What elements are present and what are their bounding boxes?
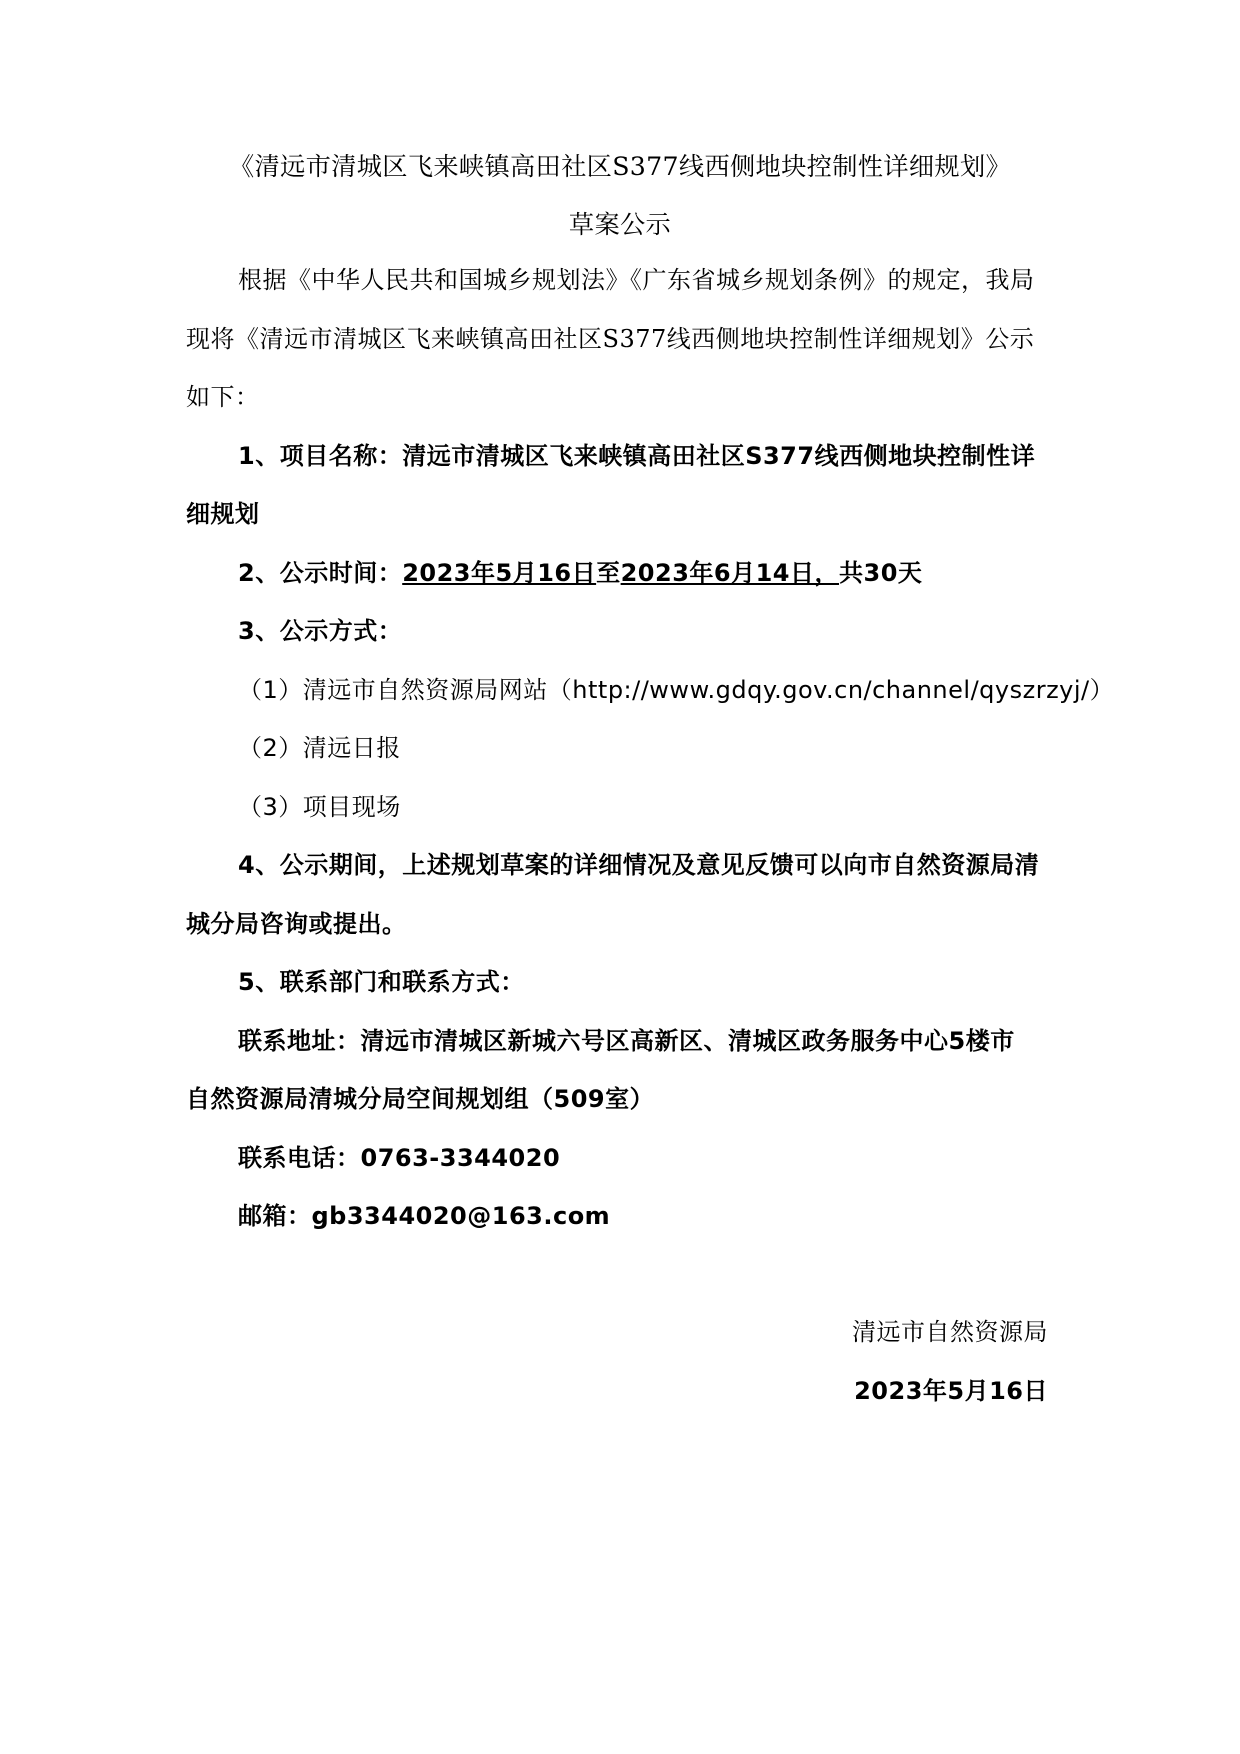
item-4-line-2: 城分局咨询或提出。 — [186, 910, 407, 938]
title-line-2: 草案公示 — [568, 210, 672, 239]
method-1-prefix: （1）清远市自然资源局网站（ — [238, 676, 573, 704]
contact-address-line-1: 联系地址：清远市清城区新城六号区高新区、清城区政务服务中心5楼市 — [238, 1027, 1015, 1055]
item-3-heading: 3、公示方式： — [238, 617, 403, 645]
date-connector: 至 — [596, 559, 621, 587]
intro-line-1: 根据《中华人民共和国城乡规划法》《广东省城乡规划条例》的规定，我局 — [238, 266, 1035, 294]
contact-address-line-2: 自然资源局清城分局空间规划组（509室） — [186, 1085, 655, 1113]
item-1-line-1: 1、项目名称：清远市清城区飞来峡镇高田社区S377线西侧地块控制性详 — [238, 442, 1036, 470]
item-4-line-1: 4、公示期间，上述规划草案的详细情况及意见反馈可以向市自然资源局清 — [238, 851, 1040, 879]
method-3-site: （3）项目现场 — [238, 793, 401, 821]
start-date: 2023年5月16日 — [402, 559, 597, 587]
contact-email: 邮箱：gb3344020@163.com — [238, 1202, 611, 1230]
item-5-heading: 5、联系部门和联系方式： — [238, 968, 525, 996]
contact-phone: 联系电话：0763-3344020 — [238, 1144, 561, 1172]
website-link[interactable]: http://www.gdqy.gov.cn/channel/qyszrzyj/ — [572, 676, 1090, 704]
method-1-suffix: ） — [1089, 676, 1115, 704]
title-line-1: 《清远市清城区飞来峡镇高田社区S377线西侧地块控制性详细规划》 — [228, 152, 1012, 181]
item-2-label: 2、公示时间： — [238, 559, 403, 587]
end-date: 2023年6月14日， — [620, 559, 840, 587]
duration: 共30天 — [839, 559, 923, 587]
item-1-line-2: 细规划 — [186, 500, 260, 528]
method-2-newspaper: （2）清远日报 — [238, 734, 401, 762]
intro-line-3: 如下： — [186, 383, 260, 411]
intro-line-2: 现将《清远市清城区飞来峡镇高田社区S377线西侧地块控制性详细规划》公示 — [186, 325, 1035, 353]
method-1-website — [238, 675, 1114, 705]
item-2-publicity-period — [238, 558, 922, 588]
signature-date: 2023年5月16日 — [854, 1377, 1048, 1405]
signature-org: 清远市自然资源局 — [852, 1318, 1048, 1346]
